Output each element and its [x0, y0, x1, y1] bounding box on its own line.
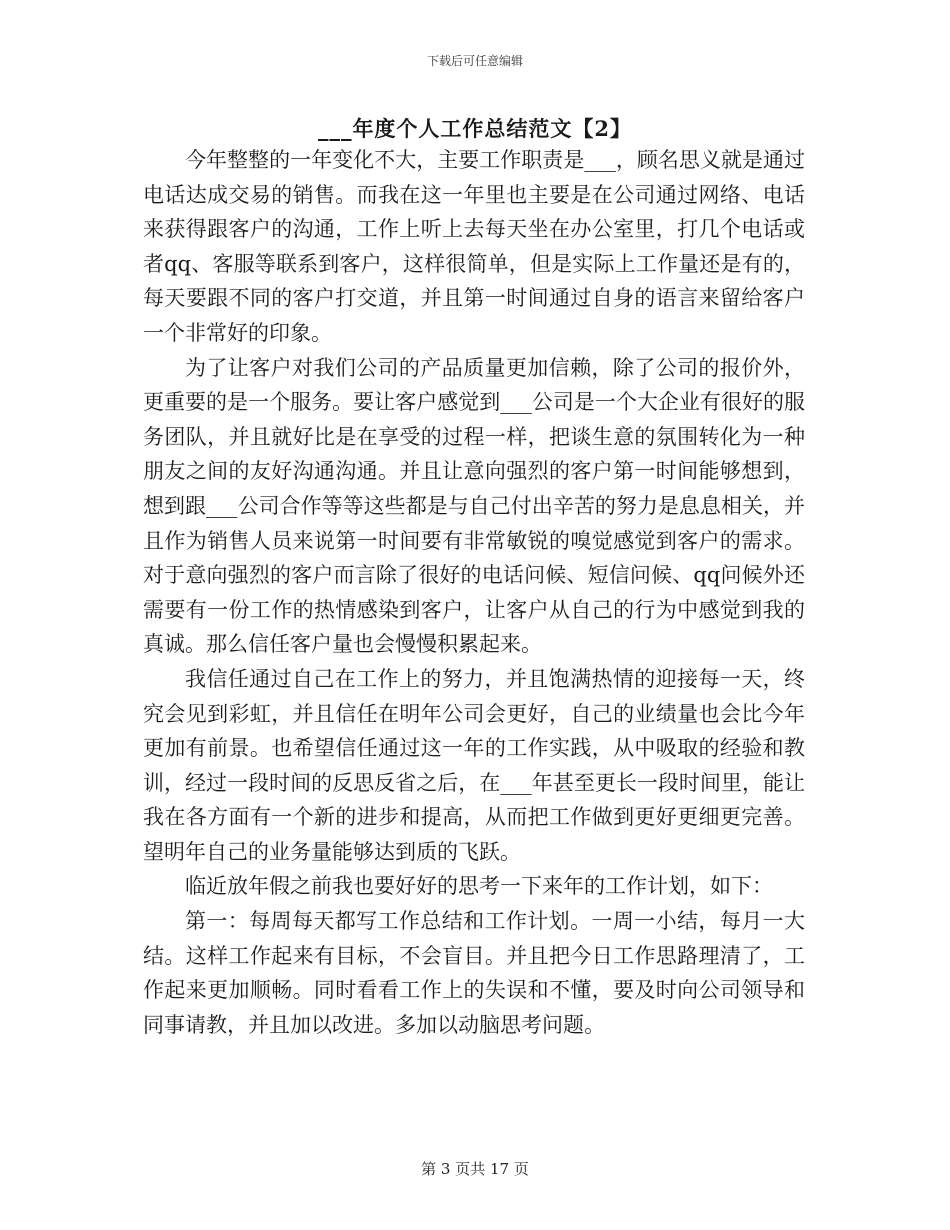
- document-body: [143, 143, 805, 1042]
- paragraph: 我信任通过自己在工作上的努力，并且饱满热情的迎接每一天，终究会见到彩虹，并且信任在明年公司会更好，自己的业绩量也会比今年更加有前景。也希望信任通过这一年的工作实践，从中吸取的经验和教训，经过一段时间的反思反省之后，在___年甚至更长一段时间里，能让我在各方面有一个新的进步和提高，从而把工作做到更好更细更完善。望明年自己的业务量能够达到质的飞跃。: [143, 666, 805, 864]
- paragraph: 第一：每周每天都写工作总结和工作计划。一周一小结，每月一大结。这样工作起来有目标，不会盲目。并且把今日工作思路理清了，工作起来更加顺畅。同时看看工作上的失误和不懂，要及时向公司领导和同事请教，并且加以改进。多加以动脑思考问题。: [143, 909, 805, 1037]
- paragraph: 临近放年假之前我也要好好的思考一下来年的工作计划，如下：: [185, 874, 773, 899]
- header-note: 下载后可任意编辑: [426, 54, 523, 68]
- page-number-footer: 第 3 页共 17 页: [421, 1160, 529, 1178]
- document-title: ___年度个人工作总结范文【2】: [317, 116, 633, 141]
- paragraph: 为了让客户对我们公司的产品质量更加信赖，除了公司的报价外，更重要的是一个服务。要让客户感觉到___公司是一个大企业有很好的服务团队，并且就好比是在享受的过程一样，把谈生意的氛围转化为一种朋友之间的友好沟通沟通。并且让意向强烈的客户第一时间能够想到，想到跟___公司合作等等这些都是与自己付出辛苦的努力是息息相关，并且作为销售人员来说第一时间要有非常敏锐的嗅觉感觉到客户的需求。对于意向强烈的客户而言除了很好的电话问候、短信问候、qq问候外还需要有一份工作的热情感染到客户，让客户从自己的行为中感觉到我的真诚。那么信任客户量也会慢慢积累起来。: [143, 355, 805, 657]
- paragraph: 今年整整的一年变化不大，主要工作职责是___，顾名思义就是通过电话达成交易的销售。而我在这一年里也主要是在公司通过网络、电话来获得跟客户的沟通，工作上听上去每天坐在办公室里，打几个电话或者qq、客服等联系到客户，这样很简单，但是实际上工作量还是有的，每天要跟不同的客户打交道，并且第一时间通过自身的语言来留给客户一个非常好的印象。: [143, 148, 805, 345]
